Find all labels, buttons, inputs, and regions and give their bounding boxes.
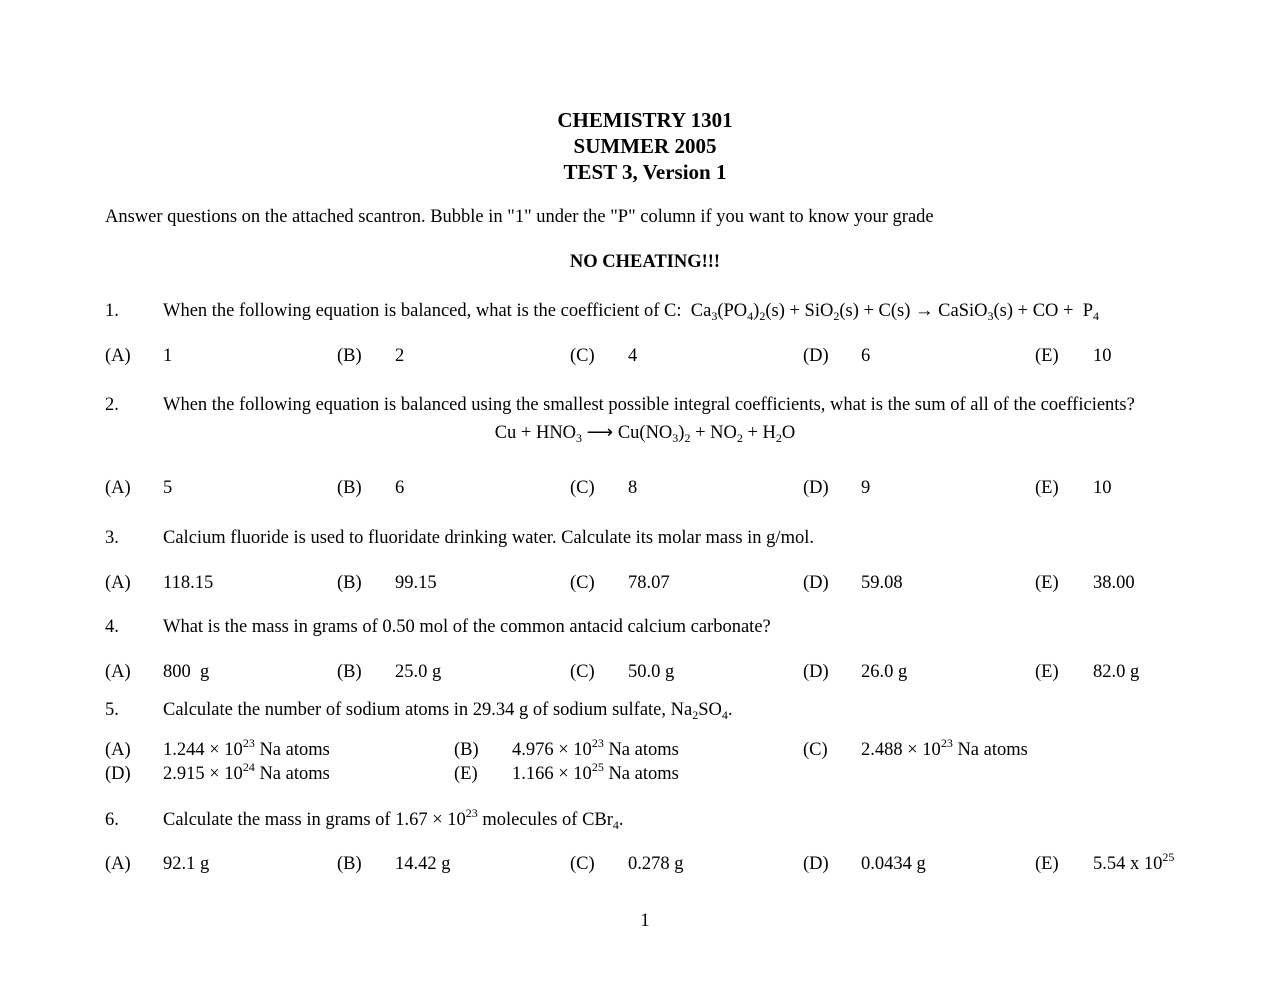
q1-choice-e-letter: (E)	[1035, 346, 1059, 366]
q1-choice-b-value: 2	[395, 346, 405, 366]
q4-choice-b-value: 25.0 g	[395, 662, 442, 682]
q6-prompt-start: Calculate the mass in grams of 1.67	[163, 810, 428, 830]
q3-text: Calcium fluoride is used to fluoridate drinking water. Calculate its molar mass in g/mol.	[163, 528, 814, 548]
q4-choice-b-letter: (B)	[337, 662, 362, 682]
q2-equation: $Cu + HNO_3$ ⟶ $Cu(NO_3)_2 + NO_2 + H_2O$	[494, 423, 796, 445]
q4-choice-d-letter: (D)	[803, 662, 829, 682]
q5-e-exponent: 25	[591, 760, 604, 774]
q5-prompt: Calculate the number of sodium atoms in 29.34 g of sodium sulfate,	[163, 700, 667, 720]
q4-choice-c-value: 50.0 g	[628, 662, 675, 682]
q2-choice-c-letter: (C)	[570, 478, 595, 498]
q5-e-mantissa: 1.166	[512, 764, 554, 784]
q2-choice-b-letter: (B)	[337, 478, 362, 498]
q3-choice-a-letter: (A)	[105, 573, 131, 593]
q6-text: Calculate the mass in grams of $1.67 \times 10^{23}$ molecules of CBr$_4$.	[163, 806, 624, 832]
q4-choice-d-value: 26.0 g	[861, 662, 908, 682]
q6-choice-d-value: 0.0434 g	[861, 854, 926, 874]
q5-choice-b-value: $4.976 \times 10^{23}$ Na atoms	[512, 736, 679, 760]
q4-choice-e-letter: (E)	[1035, 662, 1059, 682]
q2-choice-c-value: 8	[628, 478, 638, 498]
q5-a-exponent: 23	[242, 736, 255, 750]
q5-d-unit: Na atoms	[259, 764, 330, 784]
q2-choice-e-value: 10	[1093, 478, 1112, 498]
q3-choice-b-letter: (B)	[337, 573, 362, 593]
warning: NO CHEATING!!!	[569, 252, 721, 272]
q6-exponent: 23	[465, 806, 478, 820]
q6-number: 6.	[105, 810, 119, 830]
q6-choice-d-letter: (D)	[803, 854, 829, 874]
q5-c-unit: Na atoms	[957, 740, 1028, 760]
q5-choice-a-value: $1.244 \times 10^{23}$ Na atoms	[163, 736, 330, 760]
q5-choice-c-value: $2.488 \times 10^{23}$ Na atoms	[861, 736, 1028, 760]
q6-formula: CBr$_4$.	[582, 810, 624, 832]
q2-choice-e-letter: (E)	[1035, 478, 1059, 498]
q5-b-exponent: 23	[591, 736, 604, 750]
q4-number: 4.	[105, 617, 119, 637]
q5-e-unit: Na atoms	[608, 764, 679, 784]
q5-choice-b-letter: (B)	[454, 740, 479, 760]
q6-choice-b-letter: (B)	[337, 854, 362, 874]
q2-number: 2.	[105, 395, 119, 415]
q1-choice-d-value: 6	[861, 346, 871, 366]
q6-prompt-end: molecules of	[482, 810, 578, 830]
q5-b-unit: Na atoms	[608, 740, 679, 760]
q5-choice-e-letter: (E)	[454, 764, 478, 784]
q6-choice-c-letter: (C)	[570, 854, 595, 874]
q1-equation: $Ca_3(PO_4)_2(s) + SiO_2(s) + C(s)$ → CaSiO$_3$(s) + CO + $P_4$	[690, 301, 1100, 323]
q5-c-exponent: 23	[940, 736, 953, 750]
q2-choice-a-letter: (A)	[105, 478, 131, 498]
q5-d-mantissa: 2.915	[163, 764, 205, 784]
q6-choice-e-value	[1093, 850, 1175, 874]
q1-choice-b-letter: (B)	[337, 346, 362, 366]
q5-number: 5.	[105, 700, 119, 720]
q4-choice-c-letter: (C)	[570, 662, 595, 682]
q6-choice-a-value: 92.1 g	[163, 854, 210, 874]
q3-choice-c-value: 78.07	[628, 573, 670, 593]
course-title: CHEMISTRY 1301	[557, 108, 733, 132]
term-title: SUMMER 2005	[573, 134, 717, 158]
q2-choice-b-value: 6	[395, 478, 405, 498]
q2-choice-d-value: 9	[861, 478, 871, 498]
q2-choice-d-letter: (D)	[803, 478, 829, 498]
q2-choice-a-value: 5	[163, 478, 173, 498]
q2-text: When the following equation is balanced using the smallest possible integral coefficients, what is the sum of all of the coefficients?	[163, 395, 1135, 415]
q3-choice-c-letter: (C)	[570, 573, 595, 593]
q5-a-mantissa: 1.244	[163, 740, 205, 760]
q1-choice-a-value: 1	[163, 346, 173, 366]
q6-choice-e-letter: (E)	[1035, 854, 1059, 874]
q1-choice-a-letter: (A)	[105, 346, 131, 366]
test-title: TEST 3, Version 1	[563, 160, 727, 184]
q5-a-unit: Na atoms	[259, 740, 330, 760]
q6-e-base: 5.54 x 10	[1093, 854, 1163, 874]
q5-d-exponent: 24	[242, 760, 255, 774]
q6-choice-a-letter: (A)	[105, 854, 131, 874]
q1-text	[163, 302, 1099, 321]
q5-choice-d-value: $2.915 \times 10^{24}$ Na atoms	[163, 760, 330, 784]
instructions: Answer questions on the attached scantron. Bubble in "1" under the "P" column if you want to know your grade	[105, 207, 934, 227]
q3-choice-d-letter: (D)	[803, 573, 829, 593]
q1-number: 1.	[105, 301, 119, 321]
q5-choice-d-letter: (D)	[105, 764, 131, 784]
q5-formula: $Na_2SO_4$.	[670, 700, 733, 722]
q3-choice-e-value: 38.00	[1093, 573, 1135, 593]
q3-number: 3.	[105, 528, 119, 548]
q3-choice-e-letter: (E)	[1035, 573, 1059, 593]
q1-choice-c-value: 4	[628, 346, 638, 366]
q1-prompt: When the following equation is balanced, what is the coefficient of C:	[163, 301, 682, 321]
q4-text: What is the mass in grams of 0.50 mol of the common antacid calcium carbonate?	[163, 617, 771, 637]
q5-choice-e-value: $1.166 \times 10^{25}$ Na atoms	[512, 760, 679, 784]
q3-choice-d-value: 59.08	[861, 573, 903, 593]
q6-choice-b-value: 14.42 g	[395, 854, 451, 874]
q5-choice-c-letter: (C)	[803, 740, 828, 760]
q5-choice-a-letter: (A)	[105, 740, 131, 760]
q5-text	[163, 701, 733, 720]
q5-c-mantissa: 2.488	[861, 740, 903, 760]
q1-choice-e-value: 10	[1093, 346, 1112, 366]
q6-choice-c-value: 0.278 g	[628, 854, 684, 874]
q1-choice-d-letter: (D)	[803, 346, 829, 366]
q3-choice-b-value: 99.15	[395, 573, 437, 593]
page-number: 1	[640, 911, 650, 931]
q4-choice-e-value: 82.0 g	[1093, 662, 1140, 682]
q1-choice-c-letter: (C)	[570, 346, 595, 366]
q4-choice-a-value: 800 g	[163, 662, 210, 682]
q4-choice-a-letter: (A)	[105, 662, 131, 682]
q6-e-exponent: 25	[1162, 850, 1175, 864]
q5-b-mantissa: 4.976	[512, 740, 554, 760]
q3-choice-a-value: 118.15	[163, 573, 214, 593]
